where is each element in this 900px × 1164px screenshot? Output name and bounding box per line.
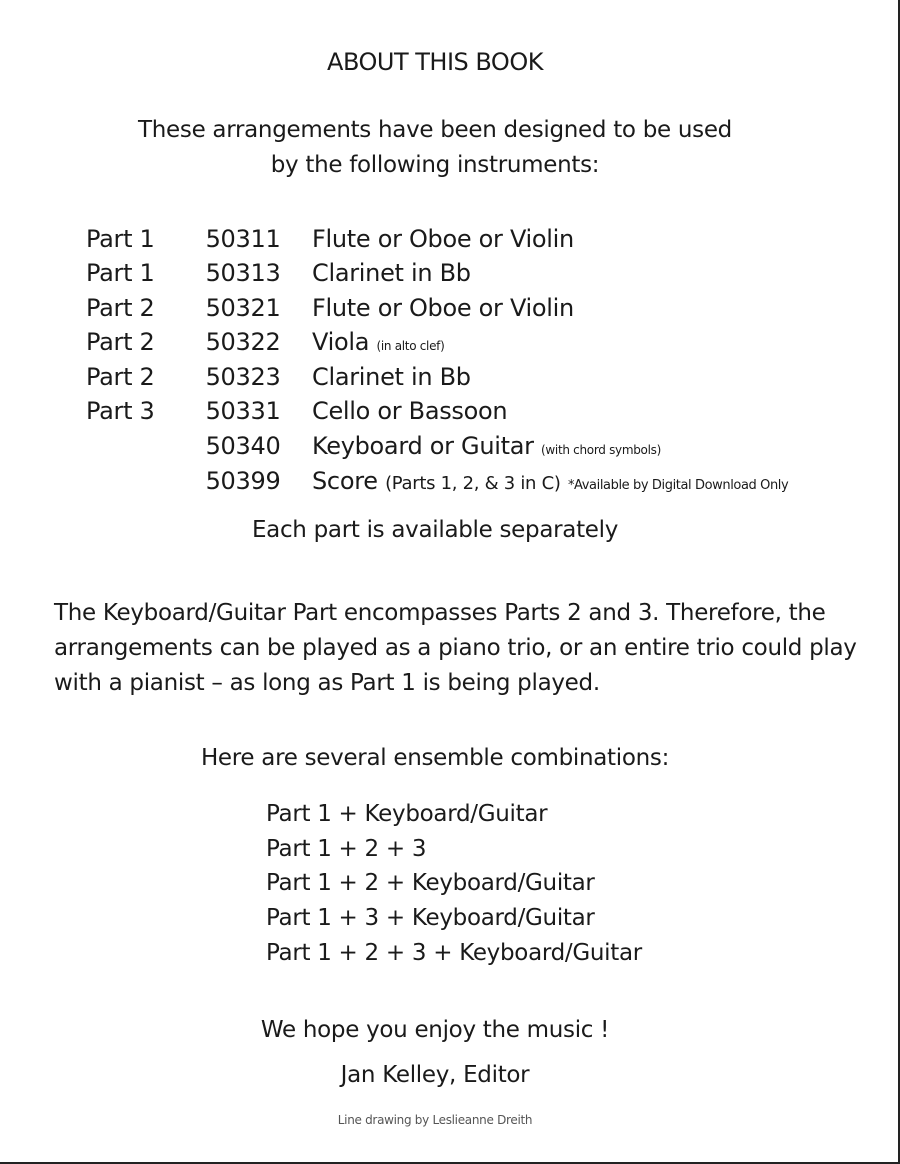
instrument-name: Keyboard or Guitar bbox=[312, 432, 534, 460]
list-item: Part 1 + 2 + 3 + Keyboard/Guitar bbox=[266, 940, 642, 966]
instrument-cell bbox=[312, 328, 444, 356]
instrument-name: Score bbox=[312, 467, 378, 495]
list-item: Part 1 + 3 + Keyboard/Guitar bbox=[266, 905, 595, 931]
part-row bbox=[0, 328, 900, 362]
catalog-number: 50331 bbox=[205, 397, 281, 425]
part-label: Part 3 bbox=[86, 397, 155, 425]
catalog-number: 50340 bbox=[205, 432, 281, 460]
page-title: ABOUT THIS BOOK bbox=[327, 48, 543, 76]
catalog-number: 50313 bbox=[205, 259, 281, 287]
catalog-number: 50322 bbox=[205, 328, 281, 356]
catalog-number: 50321 bbox=[205, 294, 281, 322]
instrument-note: (Parts 1, 2, & 3 in C) bbox=[385, 473, 561, 494]
paragraph-line-1: The Keyboard/Guitar Part encompasses Parts 2 and 3. Therefore, the bbox=[54, 600, 826, 626]
part-row bbox=[0, 225, 900, 259]
list-item: Part 1 + 2 + Keyboard/Guitar bbox=[266, 870, 595, 896]
part-row bbox=[0, 294, 900, 328]
part-label: Part 1 bbox=[86, 225, 155, 253]
closing-line: We hope you enjoy the music ! bbox=[260, 1017, 610, 1043]
part-row bbox=[0, 432, 900, 466]
instrument-name: Flute or Oboe or Violin bbox=[312, 225, 574, 253]
instrument-name: Clarinet in Bb bbox=[312, 259, 471, 287]
instrument-cell bbox=[312, 294, 574, 322]
instrument-cell bbox=[312, 467, 788, 495]
catalog-number: 50311 bbox=[205, 225, 281, 253]
part-row bbox=[0, 259, 900, 293]
catalog-number: 50323 bbox=[205, 363, 281, 391]
intro-line-2: by the following instruments: bbox=[270, 152, 600, 178]
instrument-cell bbox=[312, 259, 471, 287]
part-label: Part 2 bbox=[86, 294, 155, 322]
part-row bbox=[0, 397, 900, 431]
intro-line-1: These arrangements have been designed to be used bbox=[138, 117, 732, 143]
paragraph-line-2: arrangements can be played as a piano trio, or an entire trio could play bbox=[54, 635, 857, 661]
part-label: Part 2 bbox=[86, 363, 155, 391]
part-row bbox=[0, 467, 900, 501]
instrument-note: (in alto clef) bbox=[376, 339, 445, 353]
instrument-cell bbox=[312, 363, 471, 391]
illustration-credit: Line drawing by Leslieanne Dreith bbox=[337, 1113, 533, 1127]
list-item: Part 1 + 2 + 3 bbox=[266, 836, 427, 862]
instrument-name: Cello or Bassoon bbox=[312, 397, 508, 425]
paragraph-line-3: with a pianist – as long as Part 1 is being played. bbox=[54, 670, 600, 696]
list-item: Part 1 + Keyboard/Guitar bbox=[266, 801, 548, 827]
download-note: *Available by Digital Download Only bbox=[567, 478, 789, 493]
part-row bbox=[0, 363, 900, 397]
instrument-note: (with chord symbols) bbox=[541, 443, 661, 457]
editor-signature: Jan Kelley, Editor bbox=[340, 1062, 530, 1088]
instrument-cell bbox=[312, 225, 574, 253]
instrument-name: Flute or Oboe or Violin bbox=[312, 294, 574, 322]
instrument-name: Viola bbox=[312, 328, 370, 356]
instrument-name: Clarinet in Bb bbox=[312, 363, 471, 391]
part-label: Part 2 bbox=[86, 328, 155, 356]
availability-note: Each part is available separately bbox=[251, 517, 619, 543]
instrument-cell bbox=[312, 397, 507, 425]
part-label: Part 1 bbox=[86, 259, 155, 287]
combinations-heading: Here are several ensemble combinations: bbox=[200, 745, 670, 771]
instrument-cell bbox=[312, 432, 661, 460]
catalog-number: 50399 bbox=[205, 467, 281, 495]
